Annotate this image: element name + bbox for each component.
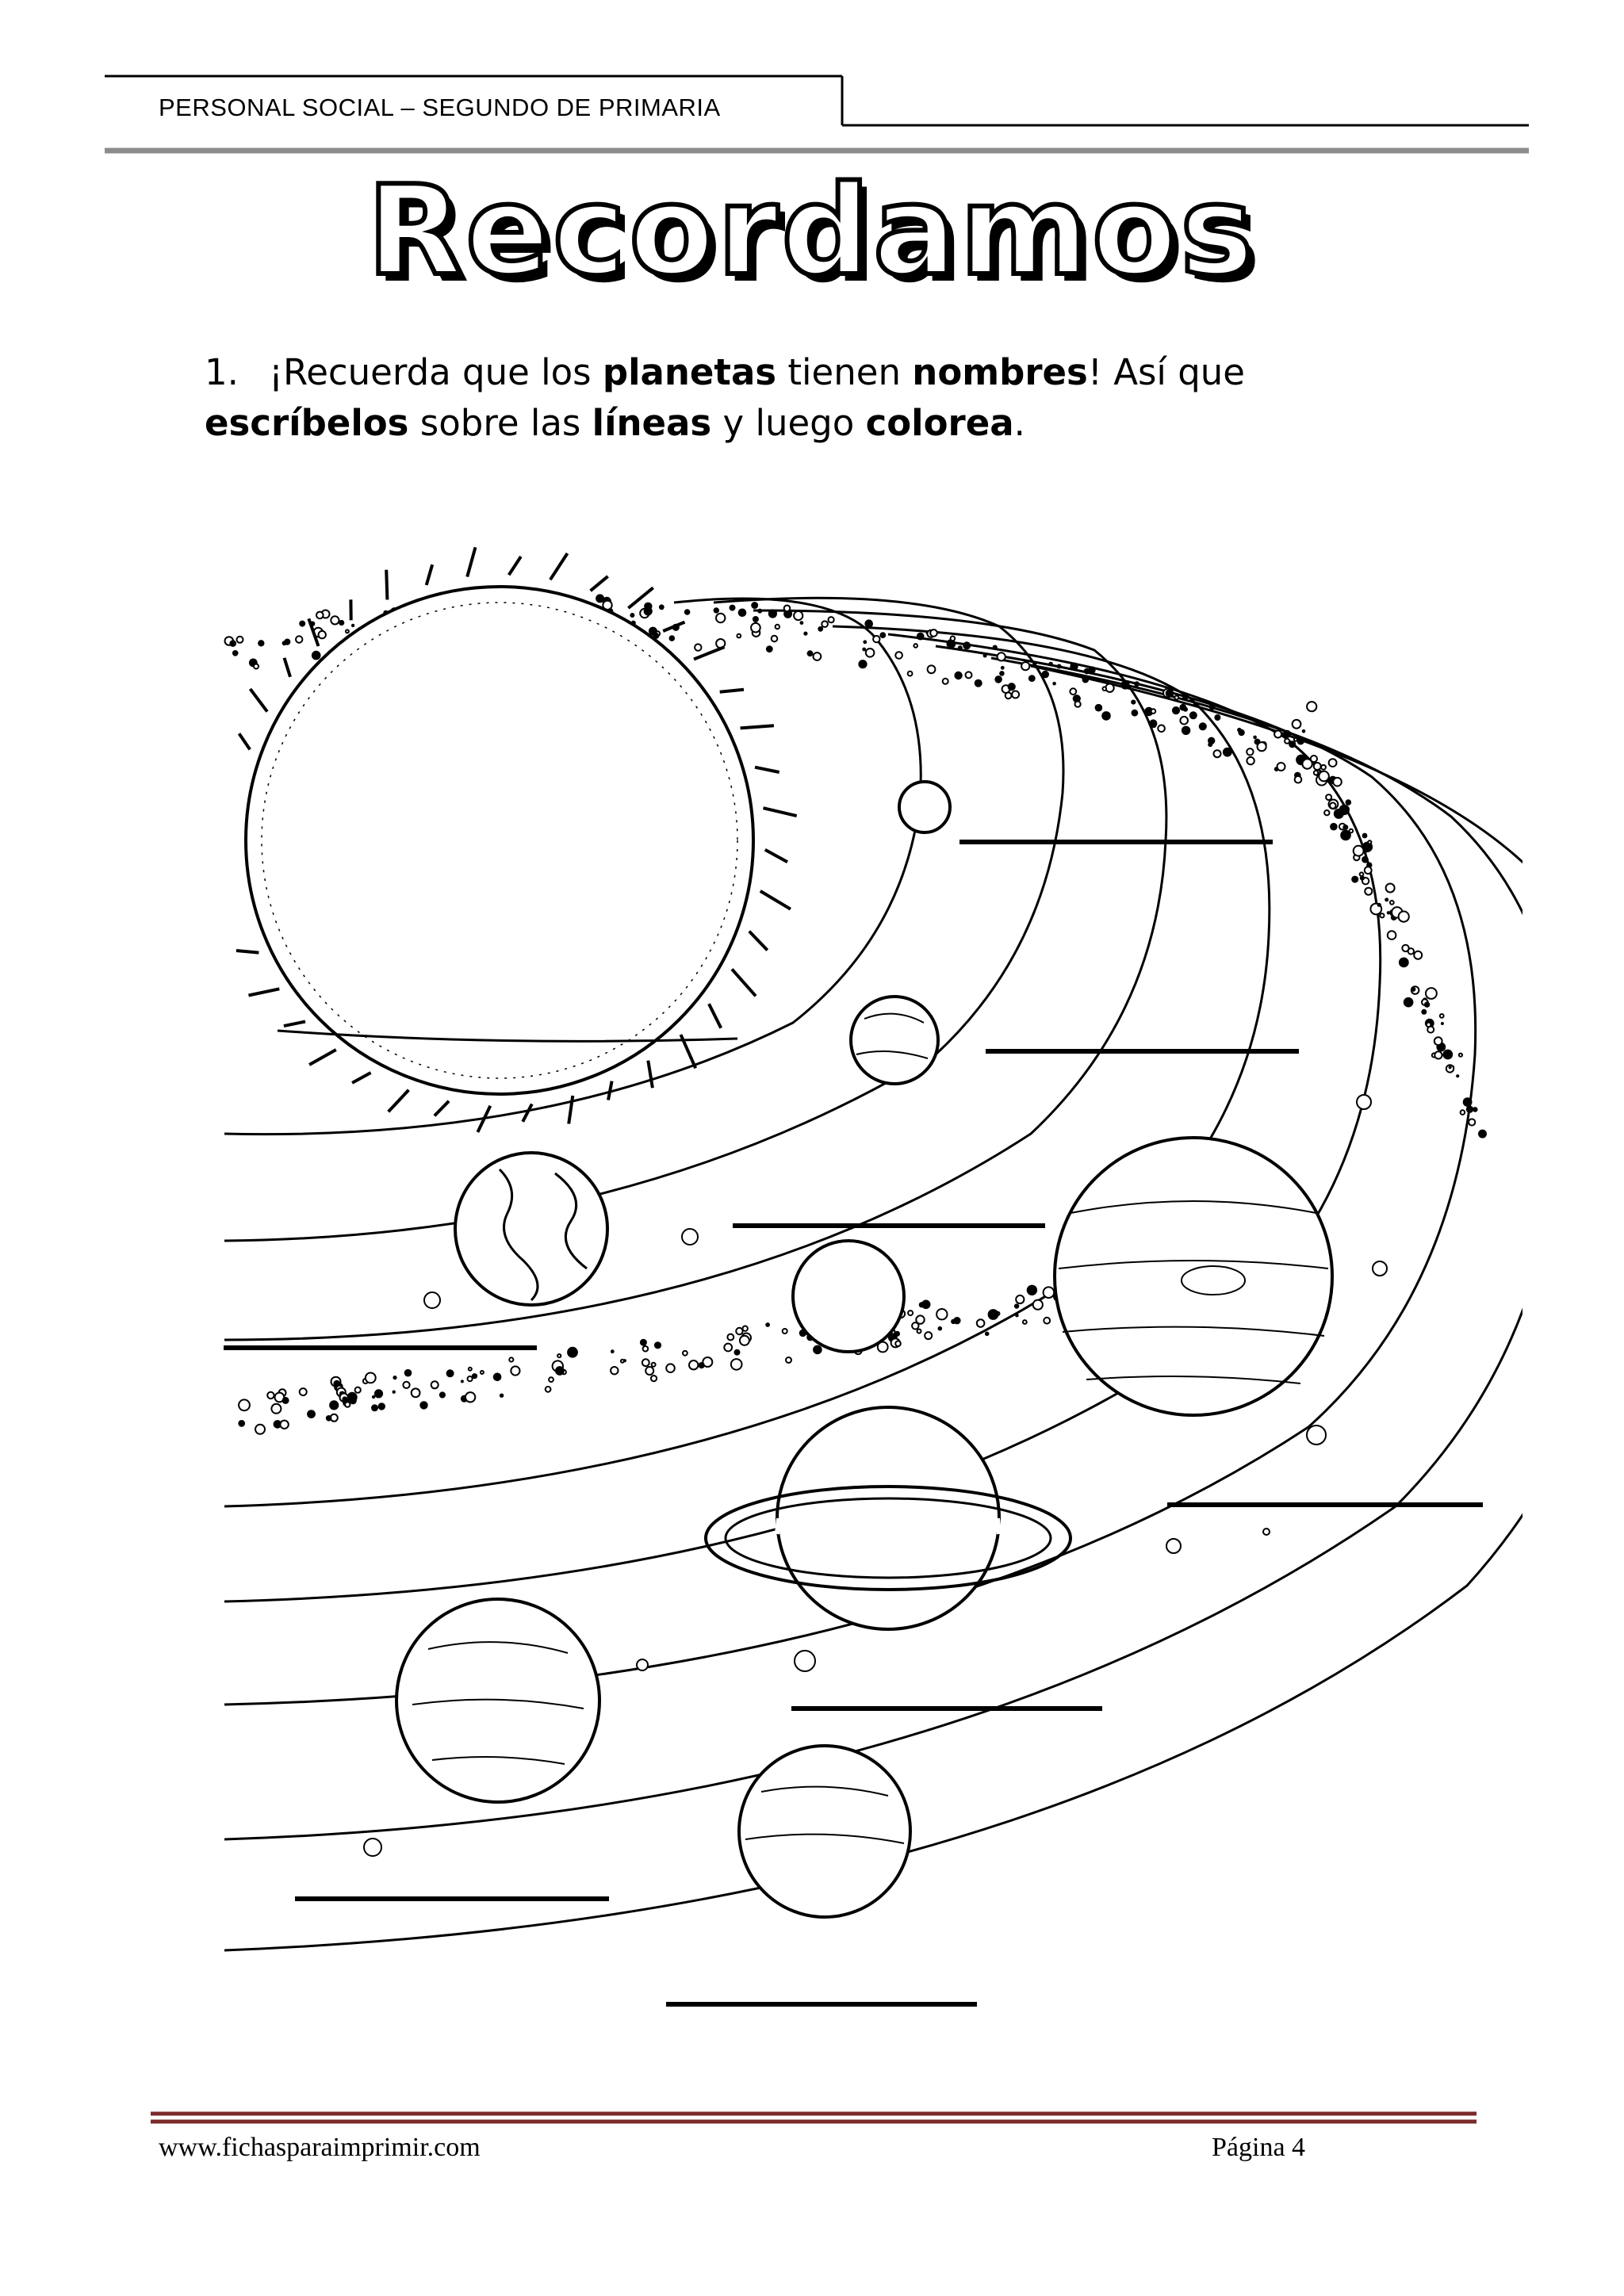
instruction-keyword: escríbelos <box>205 402 409 444</box>
instruction-fragment: ! Así que <box>1087 351 1245 393</box>
instruction-fragment: sobre las <box>408 402 592 444</box>
instruction-fragment: ¡Recuerda que los <box>268 351 603 393</box>
instruction-keyword: nombres <box>912 351 1088 393</box>
instruction-fragment: tienen <box>776 351 913 393</box>
page-title: Recordamos <box>366 159 1258 303</box>
instruction-fragment: . <box>1013 402 1025 444</box>
footer-page-number: Página 4 <box>1212 2133 1306 2162</box>
instruction-keyword: colorea <box>865 402 1014 444</box>
instruction-number: 1. <box>205 351 239 393</box>
instruction-keyword: líneas <box>592 402 712 444</box>
header-title: PERSONAL SOCIAL – SEGUNDO DE PRIMARIA <box>159 94 721 121</box>
instruction-fragment: y luego <box>711 402 866 444</box>
footer-website[interactable]: www.fichasparaimprimir.com <box>159 2133 481 2162</box>
instruction-keyword: planetas <box>602 351 777 393</box>
